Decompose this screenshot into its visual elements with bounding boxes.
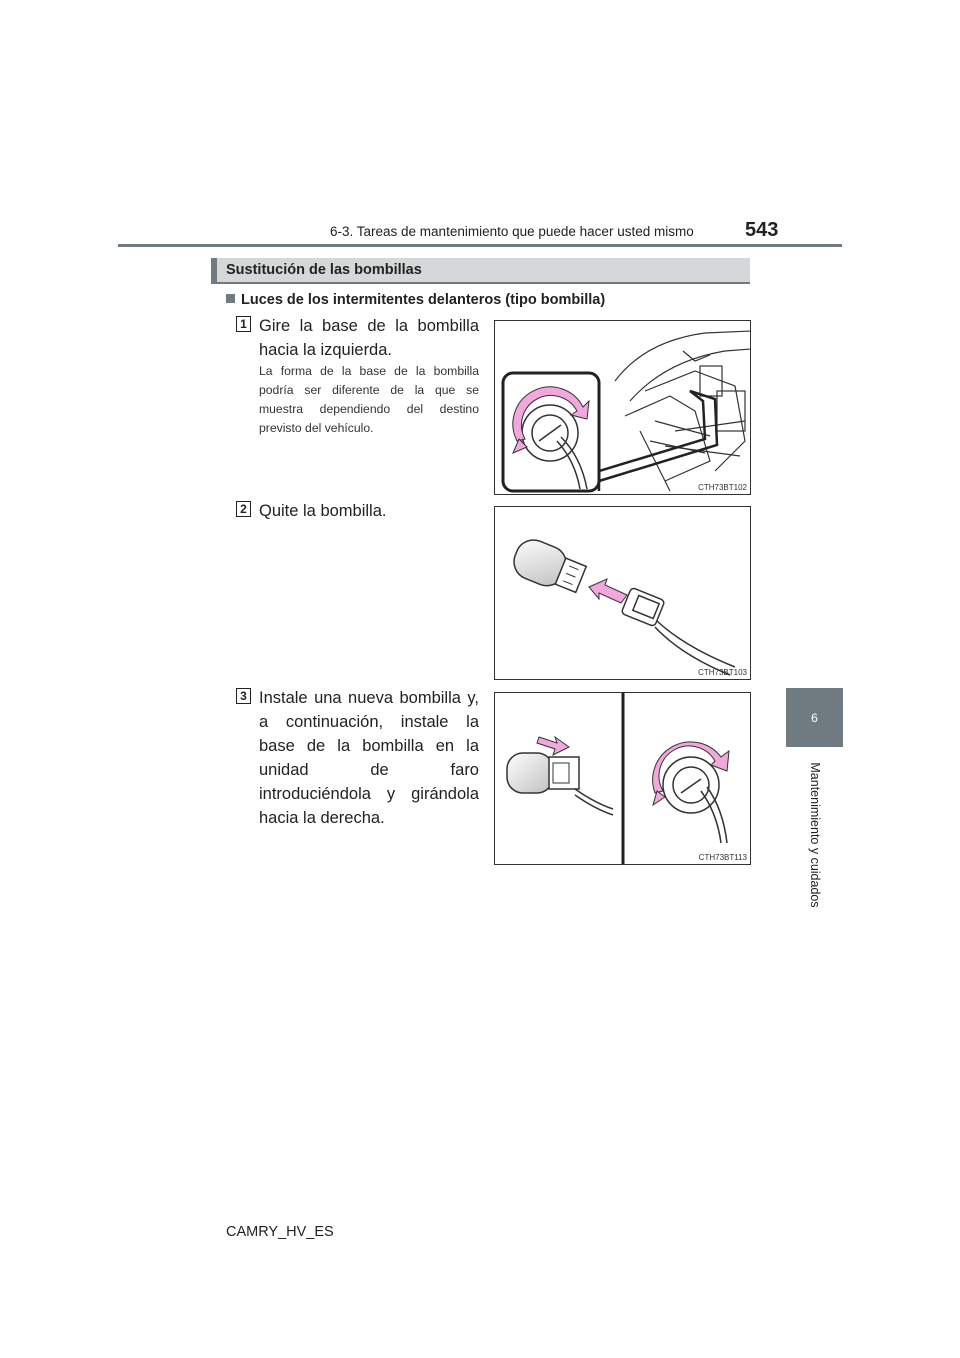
step-text-3: Instale una nueva bombilla y, a continuación, instale la base de la bombilla en la unidad de faro introduciéndola y girándola hacia la derecha.	[259, 689, 479, 827]
figure-turn-bulb-base	[494, 320, 751, 495]
step-number-2: 2	[236, 501, 251, 517]
footer-model-code: CAMRY_HV_ES	[226, 1224, 334, 1240]
figure-remove-bulb	[494, 506, 751, 680]
section-title: Sustitución de las bombillas	[226, 262, 422, 278]
illustration-headlamp-socket	[495, 321, 751, 495]
figure-code-3: CTH73BT113	[698, 853, 747, 862]
chapter-label	[760, 760, 870, 910]
step-note-1: La forma de la base de la bombilla podría ser diferente de la que se muestra dependiendo del destino previsto del vehículo.	[259, 364, 479, 435]
subheading	[226, 292, 605, 308]
section-bar-accent	[211, 258, 217, 282]
header-rule	[118, 244, 842, 247]
step-text-2: Quite la bombilla.	[259, 502, 387, 520]
step-number-1: 1	[236, 316, 251, 332]
page-number: 543	[745, 219, 779, 241]
step-number-3: 3	[236, 688, 251, 704]
figure-code-1: CTH73BT102	[698, 483, 747, 492]
running-header-title: 6-3. Tareas de mantenimiento que puede hacer usted mismo	[330, 224, 694, 239]
section-title-bar	[211, 258, 750, 284]
figure-install-bulb	[494, 692, 751, 865]
figure-code-2: CTH73BT103	[698, 668, 747, 677]
square-bullet-icon	[226, 294, 235, 303]
step-text-1: Gire la base de la bombilla hacia la izquierda.	[259, 317, 479, 359]
chapter-tab: 6	[786, 688, 843, 747]
illustration-bulb-removal	[495, 507, 751, 680]
subheading-text: Luces de los intermitentes delanteros (tipo bombilla)	[241, 292, 606, 308]
chapter-label-text: Mantenimiento y cuidados	[808, 762, 822, 908]
illustration-bulb-install	[495, 693, 751, 865]
